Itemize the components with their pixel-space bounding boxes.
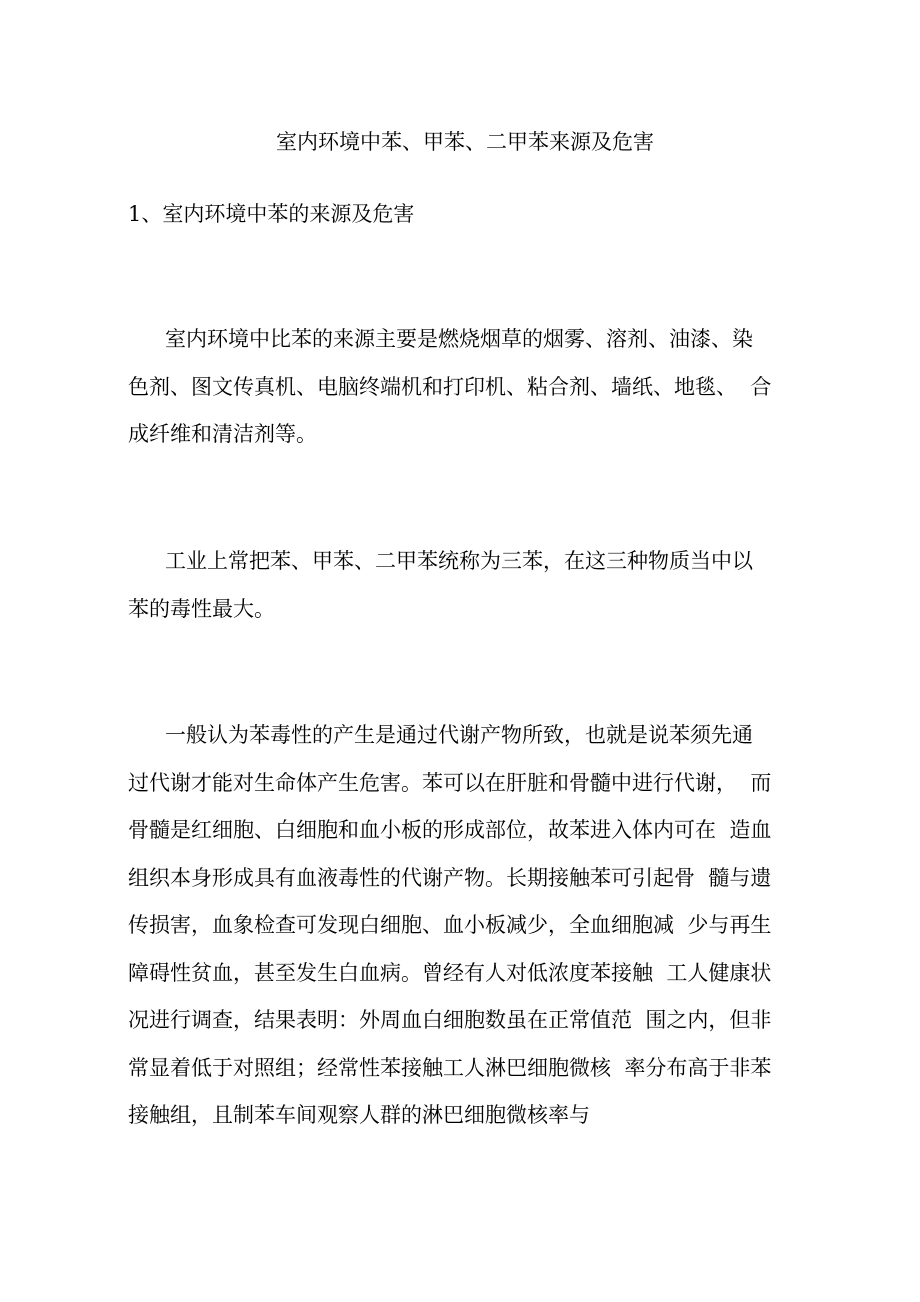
- paragraph-line: 传损害，血象检查可发现白细胞、血小板减少，全血细胞减 少与再生: [128, 913, 772, 937]
- paragraph-line: 工业上常把苯、甲苯、二甲苯统称为三苯，在这三种物质当中以: [165, 549, 753, 573]
- paragraph-line: 一般认为苯毒性的产生是通过代谢产物所致，也就是说苯须先通: [165, 723, 753, 747]
- paragraph-line: 接触组，且制苯车间观察人群的淋巴细胞微核率与: [128, 1103, 590, 1127]
- section-heading: 1、室内环境中苯的来源及危害: [128, 202, 415, 226]
- document-title: 室内环境中苯、甲苯、二甲苯来源及危害: [276, 130, 654, 154]
- paragraph-three-benzenes: [128, 538, 798, 633]
- paragraph-sources: [128, 316, 798, 459]
- paragraph-line: 色剂、图文传真机、电脑终端机和打印机、粘合剂、墙纸、地毯、 合: [128, 374, 772, 399]
- paragraph-line: 室内环境中比苯的来源主要是燃烧烟草的烟雾、溶剂、油漆、染: [165, 327, 753, 351]
- paragraph-line: 成纤维和清洁剂等。: [128, 422, 317, 446]
- paragraph-line: 苯的毒性最大。: [128, 596, 275, 621]
- paragraph-toxicity: [128, 712, 798, 1140]
- paragraph-line: 组织本身形成具有血液毒性的代谢产物。长期接触苯可引起骨 髓与遗: [128, 865, 772, 890]
- paragraph-line: 障碍性贫血，甚至发生白血病。曾经有人对低浓度苯接触 工人健康状: [128, 960, 772, 985]
- paragraph-line: 骨髓是红细胞、白细胞和血小板的形成部位，故苯进入体内可在 造血: [128, 818, 772, 842]
- paragraph-line: 常显着低于对照组；经常性苯接触工人淋巴细胞微核 率分布高于非苯: [128, 1055, 772, 1080]
- paragraph-line: 况进行调查，结果表明：外周血白细胞数虽在正常值范 围之内，但非: [128, 1008, 772, 1032]
- paragraph-line: 过代谢才能对生命体产生危害。苯可以在肝脏和骨髓中进行代谢， 而: [128, 770, 772, 795]
